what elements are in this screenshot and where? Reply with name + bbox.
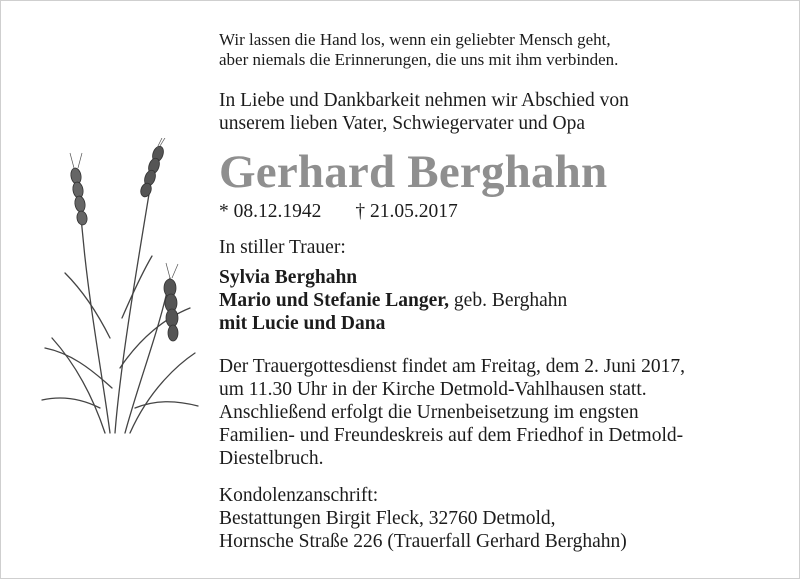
intro-text (219, 89, 629, 135)
birth-date: * 08.12.1942 (219, 201, 322, 222)
motto-line: aber niemals die Erinnerungen, die uns mit ihm verbinden. (219, 50, 619, 69)
mourner-line: mit Lucie und Dana (219, 313, 386, 334)
intro-line: In Liebe und Dankbarkeit nehmen wir Abschied von (219, 90, 629, 111)
service-line: Diestelbruch. (219, 448, 324, 469)
condolence-line: Hornsche Straße 226 (Trauerfall Gerhard Berghahn) (219, 531, 627, 552)
condolence-line: Kondolenzanschrift: (219, 485, 379, 506)
deceased-name: Gerhard Berghahn (219, 146, 608, 198)
condolence-line: Bestattungen Birgit Fleck, 32760 Detmold, (219, 508, 556, 529)
maiden-name-note: geb. Berghahn (449, 290, 568, 311)
motto-verse (219, 30, 618, 70)
mourner-line: Sylvia Berghahn (219, 267, 358, 288)
service-line: um 11.30 Uhr in der Kirche Detmold-Vahlhausen statt. (219, 379, 647, 400)
condolence-address (219, 484, 627, 553)
service-info (219, 355, 779, 470)
service-line: Anschließend erfolgt die Urnenbeisetzung im engsten (219, 402, 639, 423)
motto-line: Wir lassen die Hand los, wenn ein geliebter Mensch geht, (219, 30, 611, 49)
mourning-label: In stiller Trauer: (219, 237, 346, 258)
life-dates (219, 200, 458, 223)
service-line: Der Trauergottesdienst findet am Freitag, dem 2. Juni 2017, (219, 356, 685, 377)
service-line: Familien- und Freundeskreis auf dem Friedhof in Detmold- (219, 425, 684, 446)
intro-line: unserem lieben Vater, Schwiegervater und Opa (219, 113, 585, 134)
death-date: † 21.05.2017 (355, 201, 458, 222)
mourners-list (219, 266, 567, 335)
wheat-ears-drawing (40, 138, 200, 438)
mourner-line: Mario und Stefanie Langer, (219, 290, 450, 311)
